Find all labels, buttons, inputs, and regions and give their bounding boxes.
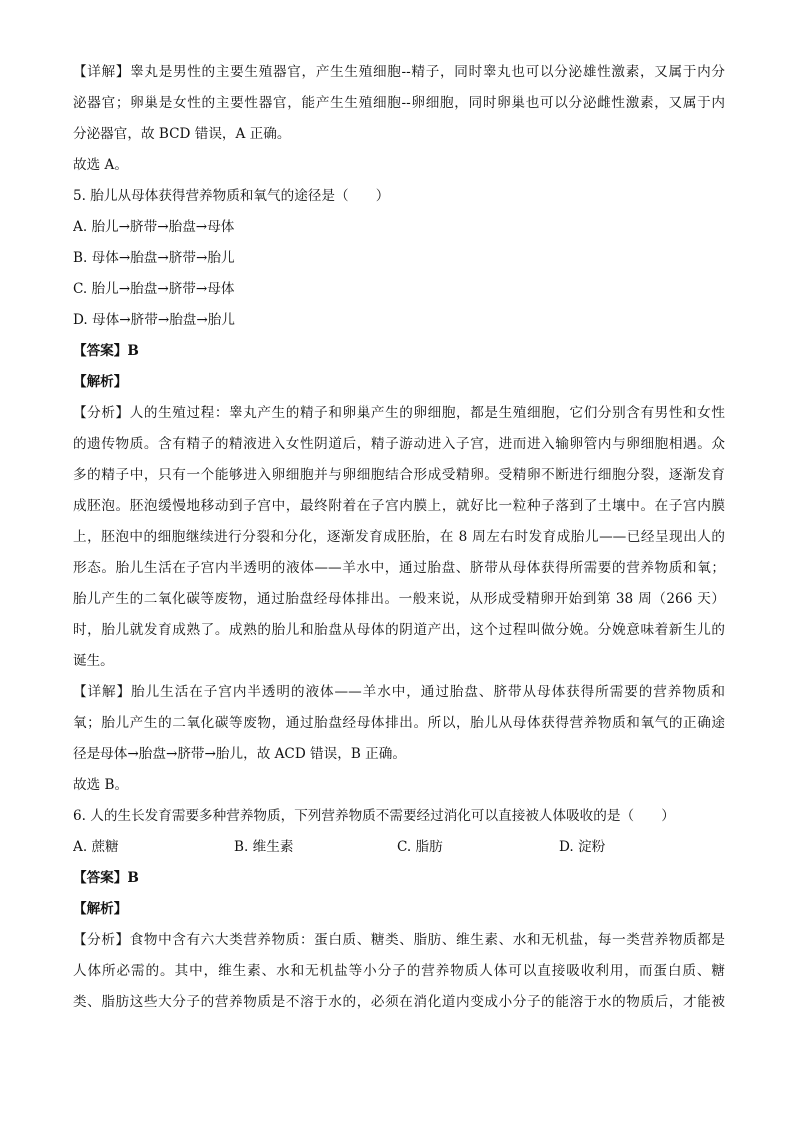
q6-option-b: B. 维生素 bbox=[234, 839, 294, 855]
q6-option-c: C. 脂肪 bbox=[397, 839, 443, 855]
q6-analysis-line-2: 人体所必需的。其中，维生素、水和无机盐等小分子的营养物质人体可以直接吸收利用，而蛋白质、糖 bbox=[73, 963, 725, 979]
q5-analysis-line-4: 成胚泡。胚泡缓慢地移动到子宫中，最终附着在子宫内膜上，就好比一粒种子落到了土壤中。在子宫内膜 bbox=[73, 498, 725, 514]
q5-answer: 【答案】B bbox=[73, 343, 139, 359]
q5-analysis-line-8: 时，胎儿就发育成熟了。成熟的胎儿和胎盘从母体的阴道产出，这个过程叫做分娩。分娩意味着新生儿的 bbox=[73, 622, 725, 638]
q5-analysis-heading: 【解析】 bbox=[73, 374, 128, 390]
q6-options-row bbox=[73, 837, 725, 857]
q4-detail-line-3: 分泌器官，故 BCD 错误，A 正确。 bbox=[73, 126, 291, 142]
q5-stem: 5. 胎儿从母体获得营养物质和氧气的途径是（ ） bbox=[73, 188, 390, 204]
q6-analysis-heading: 【解析】 bbox=[73, 901, 128, 917]
q6-analysis-line-1: 【分析】食物中含有六大类营养物质：蛋白质、糖类、脂肪、维生素、水和无机盐，每一类营养物质都是 bbox=[73, 932, 725, 948]
q6-stem: 6. 人的生长发育需要多种营养物质，下列营养物质不需要经过消化可以直接被人体吸收的是（ ） bbox=[73, 808, 675, 824]
q5-detail-line-3: 径是母体→胎盘→脐带→胎儿，故 ACD 错误，B 正确。 bbox=[73, 746, 406, 762]
q5-analysis-line-2: 的遗传物质。含有精子的精液进入女性阴道后，精子游动进入子宫，进而进入输卵管内与卵细胞相遇。众 bbox=[73, 436, 725, 452]
q5-analysis-line-1: 【分析】人的生殖过程：睾丸产生的精子和卵巢产生的卵细胞，都是生殖细胞，它们分别含有男性和女性 bbox=[73, 405, 725, 421]
q5-detail-line-2: 氧；胎儿产生的二氧化碳等废物，通过胎盘经母体排出。所以，胎儿从母体获得营养物质和氧气的正确途 bbox=[73, 715, 725, 731]
q5-analysis-line-3: 多的精子中，只有一个能够进入卵细胞并与卵细胞结合形成受精卵。受精卵不断进行细胞分裂，逐渐发育 bbox=[73, 467, 725, 483]
q5-analysis-line-9: 诞生。 bbox=[73, 653, 114, 669]
q6-option-d: D. 淀粉 bbox=[559, 839, 606, 855]
q5-option-d: D. 母体→脐带→胎盘→胎儿 bbox=[73, 312, 235, 328]
q5-option-b: B. 母体→胎盘→脐带→胎儿 bbox=[73, 250, 235, 266]
q5-detail-line-1: 【详解】胎儿生活在子宫内半透明的液体——羊水中，通过胎盘、脐带从母体获得所需要的营养物质和 bbox=[73, 684, 725, 700]
q4-conclusion: 故选 A。 bbox=[73, 157, 128, 173]
q6-analysis-line-3: 类、脂肪这些大分子的营养物质是不溶于水的，必须在消化道内变成小分子的能溶于水的物质后，才能被 bbox=[73, 994, 725, 1010]
q5-option-c: C. 胎儿→胎盘→脐带→母体 bbox=[73, 281, 235, 297]
q5-analysis-line-6: 形态。胎儿生活在子宫内半透明的液体——羊水中，通过胎盘、脐带从母体获得所需要的营养物质和氧； bbox=[73, 560, 725, 576]
q6-option-a: A. 蔗糖 bbox=[73, 839, 119, 855]
q5-analysis-line-7: 胎儿产生的二氧化碳等废物，通过胎盘经母体排出。一般来说，从形成受精卵开始到第 38 周（266 天） bbox=[73, 591, 725, 607]
q5-analysis-line-5: 上，胚泡中的细胞继续进行分裂和分化，逐渐发育成胚胎，在 8 周左右时发育成胎儿——已经呈现出人的 bbox=[73, 529, 725, 545]
q5-option-a: A. 胎儿→脐带→胎盘→母体 bbox=[73, 219, 235, 235]
q5-conclusion: 故选 B。 bbox=[73, 777, 129, 793]
q4-detail-line-1: 【详解】睾丸是男性的主要生殖器官，产生生殖细胞--精子，同时睾丸也可以分泌雄性激素，又属于内分 bbox=[73, 64, 725, 80]
q6-answer: 【答案】B bbox=[73, 870, 139, 886]
q4-detail-line-2: 泌器官；卵巢是女性的主要性器官，能产生生殖细胞--卵细胞，同时卵巢也可以分泌雌性激素，又属于内 bbox=[73, 95, 725, 111]
